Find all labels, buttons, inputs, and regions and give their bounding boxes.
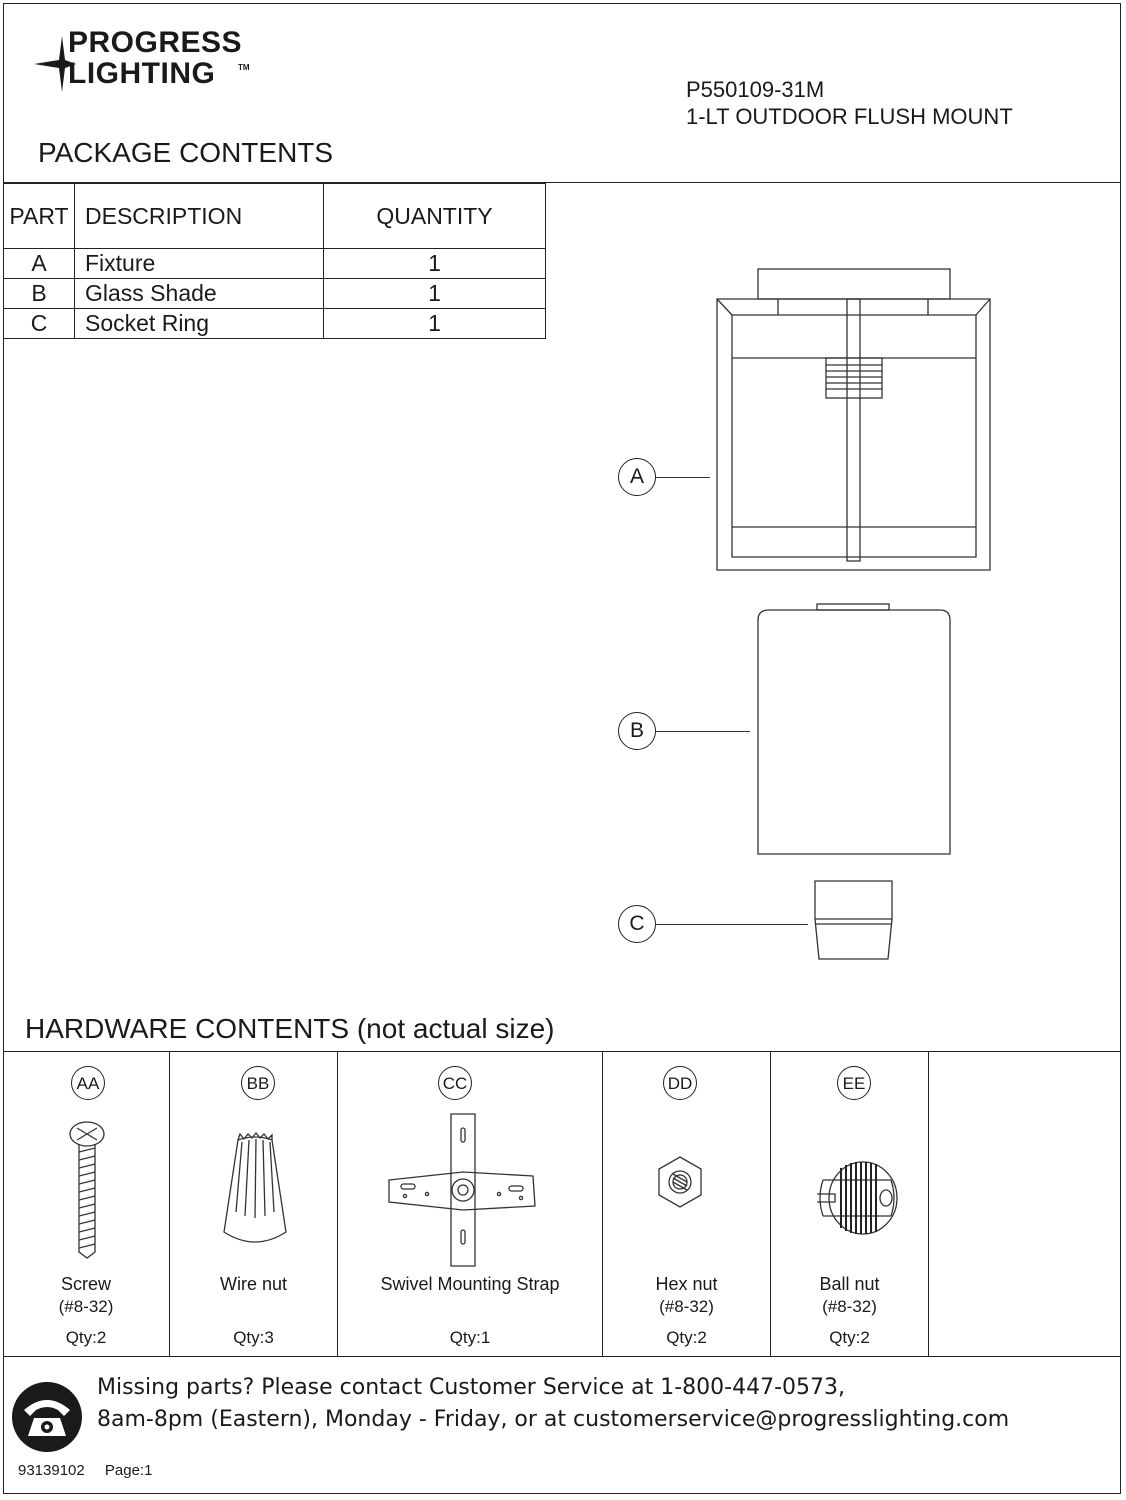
- row-quantity: 1: [324, 309, 546, 339]
- ball-nut-icon: [815, 1160, 899, 1236]
- item-qty: Qty:2: [666, 1328, 707, 1347]
- row-part: B: [4, 279, 75, 309]
- hardware-item-aa: [3, 1052, 170, 1356]
- item-code: DD: [663, 1066, 697, 1100]
- callout-a: A: [618, 458, 656, 496]
- row-description: Socket Ring: [75, 309, 324, 339]
- item-spec: (#8-32): [822, 1297, 877, 1316]
- screw-icon: [65, 1120, 109, 1260]
- item-code: AA: [71, 1066, 105, 1100]
- hardware-item-ee: [771, 1052, 929, 1356]
- table-row: [4, 309, 546, 339]
- row-quantity: 1: [324, 249, 546, 279]
- page-number: Page:1: [104, 1462, 153, 1479]
- brand-line1: PROGRESS: [68, 26, 243, 59]
- contact-info: [97, 1372, 1009, 1436]
- item-qty: Qty:1: [449, 1328, 491, 1347]
- item-qty: Qty:2: [65, 1328, 107, 1347]
- item-name: Hex nut: [655, 1274, 718, 1294]
- item-code: CC: [438, 1066, 472, 1100]
- socket-ring-drawing: [805, 875, 900, 965]
- leader-line: [656, 477, 710, 478]
- row-description: Glass Shade: [75, 279, 324, 309]
- wire-nut-icon: [220, 1132, 290, 1252]
- hardware-item-dd: [603, 1052, 771, 1356]
- model-info: [686, 76, 1013, 130]
- item-qty: Qty:2: [829, 1328, 870, 1347]
- table-row: [4, 249, 546, 279]
- table-header-row: [4, 184, 546, 249]
- item-name: Ball nut: [819, 1274, 880, 1294]
- glass-shade-drawing: [750, 600, 960, 860]
- row-part: A: [4, 249, 75, 279]
- footer: [18, 1462, 168, 1479]
- callout-b: B: [618, 712, 656, 750]
- package-contents-title: PACKAGE CONTENTS: [38, 137, 334, 168]
- item-spec: (#8-32): [659, 1297, 714, 1316]
- brand-line2: LIGHTING: [68, 57, 216, 90]
- contact-line-2: 8am-8pm (Eastern), Monday - Friday, or at customerservice@progresslighting.com: [97, 1407, 1010, 1432]
- row-description: Fixture: [75, 249, 324, 279]
- item-code: EE: [837, 1066, 871, 1100]
- leader-line: [656, 731, 750, 732]
- item-name: Wire nut: [219, 1274, 288, 1294]
- hardware-item-bb: [170, 1052, 338, 1356]
- item-spec: (#8-32): [58, 1297, 114, 1316]
- model-description: 1-LT OUTDOOR FLUSH MOUNT: [686, 104, 1013, 129]
- fixture-drawing: [700, 265, 1000, 575]
- mounting-strap-icon: [383, 1110, 553, 1270]
- callout-c: C: [618, 905, 656, 943]
- trademark: TM: [238, 63, 250, 72]
- telephone-icon: [10, 1380, 84, 1454]
- brand-logo: [32, 28, 282, 98]
- header-part: PART: [4, 184, 75, 249]
- row-quantity: 1: [324, 279, 546, 309]
- hex-nut-icon: [655, 1154, 705, 1210]
- table-row: [4, 279, 546, 309]
- doc-number: 93139102: [18, 1462, 85, 1479]
- hardware-contents-title: HARDWARE CONTENTS (not actual size): [25, 1013, 555, 1044]
- header-description: DESCRIPTION: [75, 184, 324, 249]
- model-number: P550109-31M: [686, 77, 825, 102]
- hardware-item-cc: [338, 1052, 603, 1356]
- row-part: C: [4, 309, 75, 339]
- package-contents-table: [3, 183, 546, 339]
- divider: [3, 1356, 1121, 1357]
- leader-line: [656, 924, 808, 925]
- item-code: BB: [241, 1066, 275, 1100]
- item-qty: Qty:3: [233, 1328, 274, 1347]
- header-quantity: QUANTITY: [324, 184, 546, 249]
- contact-line-1: Missing parts? Please contact Customer Service at 1-800-447-0573,: [97, 1375, 846, 1400]
- item-name: Screw: [60, 1274, 111, 1294]
- item-name: Swivel Mounting Strap: [380, 1274, 560, 1294]
